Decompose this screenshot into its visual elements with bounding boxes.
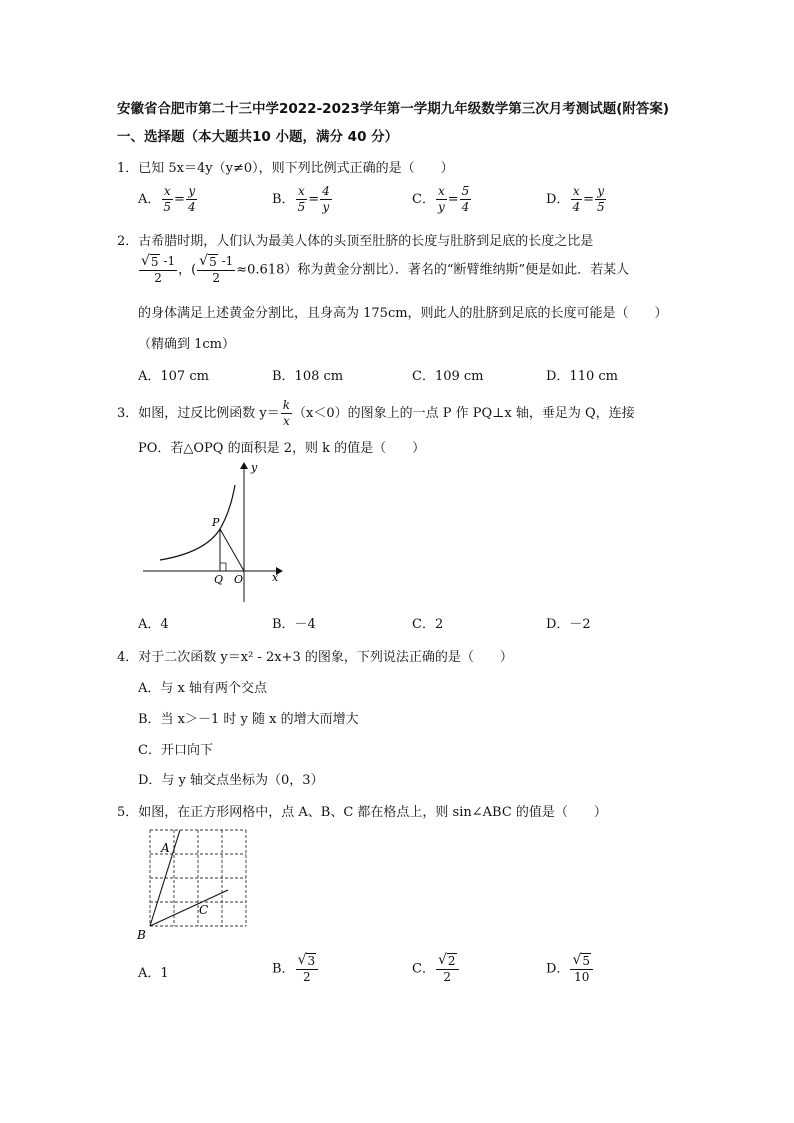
q1-option-c: C． $\frac{x}{y}$ = $\frac{5}{4}$ <box>412 184 470 214</box>
q2-option-a: A．107 cm <box>138 369 209 384</box>
label-x: x <box>272 571 279 584</box>
q3-option-d: D．－2 <box>546 617 591 632</box>
q4-option-a: A．与 x 轴有两个交点 <box>138 681 267 696</box>
label-q: Q <box>214 573 224 586</box>
q1-option-d: D． $\frac{x}{4}$ = $\frac{y}{5}$ <box>546 184 605 214</box>
q5-option-a: A．1 <box>138 966 169 981</box>
hyperbola-curve <box>160 485 235 560</box>
q5-option-c: C． √ 2 2 <box>412 953 460 985</box>
q5-option-d: D． √ 5 10 <box>546 953 594 985</box>
q3-line2: PO．若△OPQ 的面积是 2，则 k 的值是（ ） <box>138 441 426 456</box>
q5-option-b: B． √ 3 2 <box>272 953 319 985</box>
label-c: C <box>199 903 209 917</box>
q5-grid-figure <box>134 822 254 944</box>
label-o: O <box>234 573 244 586</box>
segment-po <box>220 529 244 571</box>
q1-option-b: B． $\frac{x}{5}$ = $\frac{4}{y}$ <box>272 184 330 214</box>
q2-option-b: B．108 cm <box>272 369 344 384</box>
q2-line2: √ 5 -1 2 ，( √ 5 -1 2 ≈0.618）称为黄金分割比）．著名的“断臂维纳斯”便是如此．若某人 <box>141 253 630 285</box>
label-a: A <box>161 841 170 855</box>
q2-option-d: D．110 cm <box>546 369 618 384</box>
right-angle-mark <box>220 563 226 571</box>
label-b: B <box>137 928 146 942</box>
q5-stem: 5．如图，在正方形网格中，点 A、B、C 都在格点上，则 sin∠ABC 的值是（ ） <box>117 805 607 820</box>
q2-line3: 的身体满足上述黄金分割比，且身高为 175cm，则此人的肚脐到足底的长度可能是（ ） <box>138 306 668 321</box>
q4-option-c: C．开口向下 <box>138 743 213 758</box>
segment-bc <box>150 890 228 926</box>
q3-option-a: A．4 <box>138 617 169 632</box>
q3-figure <box>140 457 290 605</box>
q1-stem: 1．已知 5x＝4y（y≠0），则下列比例式正确的是（ ） <box>117 161 454 176</box>
q2-line4: （精确到 1cm） <box>138 337 236 352</box>
q4-option-d: D．与 y 轴交点坐标为（0，3） <box>138 773 324 788</box>
q3-option-c: C．2 <box>412 617 444 632</box>
section-heading: 一、选择题（本大题共10 小题，满分 40 分） <box>117 129 399 145</box>
q2-option-c: C．109 cm <box>412 369 484 384</box>
q3-line1: 3．如图，过反比例函数 y＝ $\frac{k}{x}$ （x＜0）的图象上的一点 P 作 PQ⊥x 轴，垂足为 Q，连接 <box>117 398 635 428</box>
label-p: P <box>212 516 220 529</box>
y-axis-arrow <box>240 462 248 469</box>
q3-option-b: B．－4 <box>272 617 316 632</box>
q4-option-b: B．当 x＞－1 时 y 随 x 的增大而增大 <box>138 712 359 727</box>
label-y: y <box>251 461 258 474</box>
document-title: 安徽省合肥市第二十三中学2022-2023学年第一学期九年级数学第三次月考测试题(附答案) <box>117 101 670 117</box>
q1-option-a: A． $\frac{x}{5}$ = $\frac{y}{4}$ <box>138 184 196 214</box>
q4-stem: 4．对于二次函数 y＝x² - 2x+3 的图象，下列说法正确的是（ ） <box>117 650 513 665</box>
q2-line1: 2．古希腊时期，人们认为最美人体的头顶至肚脐的长度与肚脐到足底的长度之比是 <box>117 234 594 249</box>
